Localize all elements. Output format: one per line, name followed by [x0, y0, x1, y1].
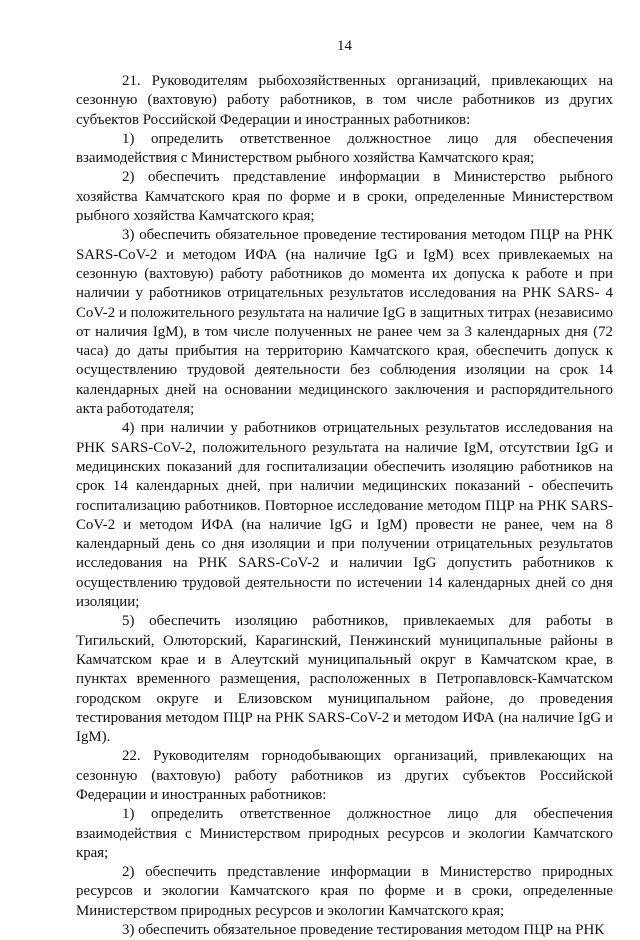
paragraph-21-item-5: 5) обеспечить изоляцию работников, привлекаемых для работы в Тигильский, Олюторский, Карагинский, Пенжинский муниципальные районы в Камчатском крае и в Алеутский муниципальный округ в Камчатском крае, в пунктах временного размещения, расположенных в Петропавловск-Камчатском городском округе и Елизовском муниципальном районе, до проведения тестирования методом ПЦР на РНК SARS-CoV-2 и методом ИФА (на наличие IgG и IgM).: [76, 613, 613, 746]
paragraph-21-item-3: 3) обеспечить обязательное проведение тестирования методом ПЦР на РНК SARS-CoV-2 и методом ИФА (на наличие IgG и IgM) всех привлекаемых на сезонную (вахтовую) работу работников до момента их допуска к работе и при наличии у работников отрицательных результатов исследования на РНК SARS- 4 CoV-2 и положительного результата на наличие IgG в защитных титрах (независимо от наличия IgM), в том числе полученных не ранее чем за 3 календарных дня (72 часа) до даты прибытия на территорию Камчатского края, обеспечить допуск к осуществлению трудовой деятельности без соблюдения изоляции на срок 14 календарных дней на основании медицинского заключения и распорядительного акта работодателя;: [76, 227, 613, 418]
paragraph-21-item-1: 1) определить ответственное должностное лицо для обеспечения взаимодействия с Министерством рыбного хозяйства Камчатского края;: [76, 130, 613, 167]
paragraph-21-item-4: 4) при наличии у работников отрицательных результатов исследования на РНК SARS-CoV-2, положительного результата на наличие IgM, отсутствии IgG и медицинских показаний для госпитализации обеспечить изоляцию работников на срок 14 календарных дней, при наличии медицинских показаний - обеспечить госпитализацию работников. Повторное исследование методом ПЦР на РНК SARS-CoV-2 и методом ИФА (на наличие IgG и IgM) провести не ранее, чем на 8 календарный день со дня изоляции и при получении отрицательных результатов исследования на РНК SARS-CoV-2 и наличии IgG допустить работников к осуществлению трудовой деятельности по истечении 14 календарных дней со дня изоляции;: [76, 420, 613, 611]
paragraph-22-item-2: 2) обеспечить представление информации в Министерство природных ресурсов и экологии Камчатского края по форме и в сроки, определенные Министерством природных ресурсов и экологии Камчатского края;: [76, 864, 613, 919]
paragraph-22-intro: 22. Руководителям горнодобывающих организаций, привлекающих на сезонную (вахтовую) работу работников из других субъектов Российской Федерации и иностранных работников:: [76, 748, 613, 803]
paragraph-21-item-2: 2) обеспечить представление информации в Министерство рыбного хозяйства Камчатского края по форме и в сроки, определенные Министерством рыбного хозяйства Камчатского края;: [76, 169, 613, 225]
paragraph-22-item-3: 3) обеспечить обязательное проведение тестирования методом ПЦР на РНК: [122, 922, 605, 939]
paragraph-22-item-1: 1) определить ответственное должностное лицо для обеспечения взаимодействия с Министерством природных ресурсов и экологии Камчатского края;: [76, 806, 613, 861]
paragraph-21-intro: 21. Руководителям рыбохозяйственных организаций, привлекающих на сезонную (вахтовую) работу работников, в том числе работников из других субъектов Российской Федерации и иностранных работников:: [76, 73, 613, 128]
document-body: [76, 72, 613, 940]
page-number: 14: [337, 38, 352, 54]
